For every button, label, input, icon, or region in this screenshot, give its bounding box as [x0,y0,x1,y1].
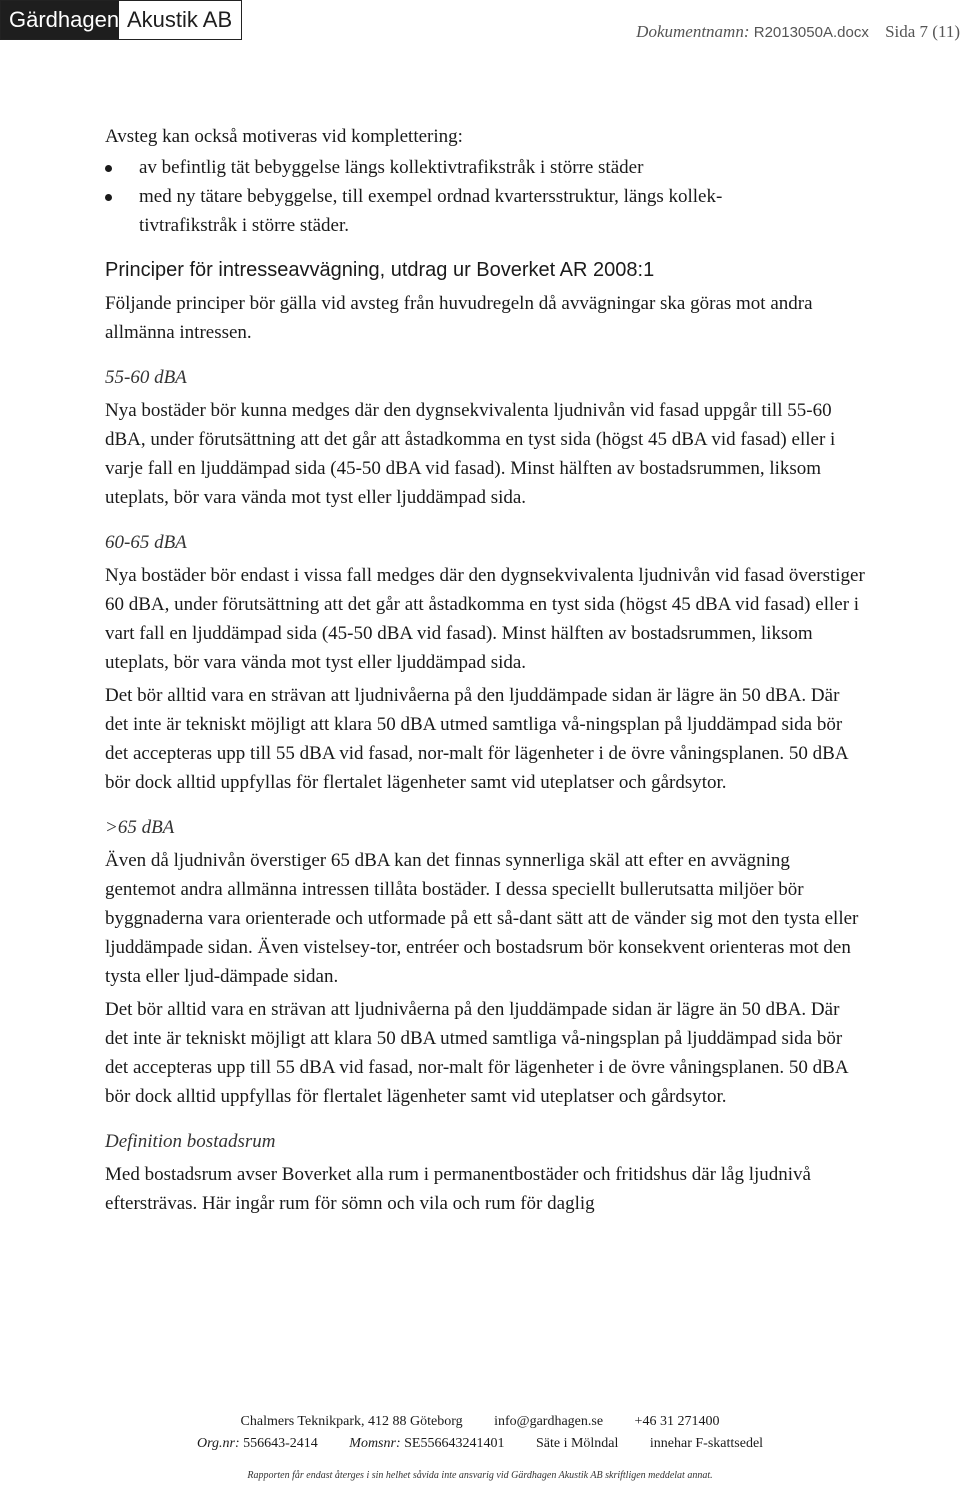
footer-registration [0,1436,960,1452]
sec2-text2: Det bör alltid vara en strävan att ljudnivåerna på den ljuddämpade sidan är lägre än 50 dBA. Där det inte är tekniskt möjligt att klara 50 dBA utmed samtliga vå-ningsplan på ljuddämpad sida bör det accepteras upp till 55 dBA vid fasad, nor-malt för lägenheter i de övre våningsplanen. 50 dBA bör dock alltid uppfyllas för flertalet lägenheter samt vid uteplatser och gårdsytor. [105,685,848,793]
list-item [105,153,865,182]
page-header-info [636,22,960,42]
company-logo [0,0,242,40]
bullet-text: av befintlig tät bebyggelse längs kollektivtrafikstråk i större städer [139,157,644,178]
momsnr-label: Momsnr: [349,1436,401,1451]
logo-part1: Gärdhagen [1,1,119,39]
sec1-text: Nya bostäder bör kunna medges där den dygnsekvivalenta ljudnivån vid fasad uppgår till 55-60 dBA, under förutsättning att det går att åstadkomma en tyst sida (högst 45 dBA vid fasad) eller i varje fall en ljuddämpad sida (45-50 dBA vid fasad). Minst hälften av bostadsrummen, liksom uteplats, bör vara vända mot tyst eller ljuddämpad sida. [105,400,836,508]
bullet-icon [105,165,112,172]
principles-intro: Följande principer bör gälla vid avsteg från huvudregeln då avvägningar ska göras mot andra allmänna intressen. [105,293,813,343]
footer-phone: +46 31 271400 [634,1414,720,1429]
sec3-title: >65 dBA [105,817,175,838]
sec3-text1: Även då ljudnivån överstiger 65 dBA kan det finnas synnerliga skäl att efter en avvägning gentemot andra allmänna intressen tillåta bostäder. I dessa speciellt bullerutsatta miljöer bör byggnaderna vara orienterade och utformade på ett så-dant sätt att de vänder sig mot den tysta eller ljuddämpade sidan. Även vistelsey-tor, entréer och bostadsrum bör konsekvent orienteras mot den tysta eller ljud-dämpade sidan. [105,850,859,987]
sec4-text: Med bostadsrum avser Boverket alla rum i permanentbostäder och fritidshus där låg ljudnivå eftersträvas. Här ingår rum för sömn och vila och rum för daglig [105,1164,811,1214]
list-item [105,182,865,240]
footer-seat: Säte i Mölndal [535,1436,619,1451]
sec4-title: Definition bostadsrum [105,1131,276,1152]
momsnr-value: SE556643241401 [404,1436,505,1451]
docname-label: Dokumentnamn: [636,22,750,41]
sec1-title: 55-60 dBA [105,367,187,388]
bullet-text: med ny tätare bebyggelse, till exempel ordnad kvartersstruktur, längs kollek- [139,186,723,207]
bullet-list [105,153,865,240]
sec2-text1: Nya bostäder bör endast i vissa fall medges där den dygnsekvivalenta ljudnivån vid fasad överstiger 60 dBA, under förutsättning att det går att åstadkomma en tyst sida (högst 45 dBA vid fasad) eller i vart fall en ljuddämpad sida (45-50 dBA vid fasad). Minst hälften av bostadsrummen, liksom uteplats, bör vara vända mot tyst eller ljuddämpad sida. [105,565,865,673]
bullet-text-continued: tivtrafikstråk i större städer. [139,215,349,236]
docname-file: R2013050A.docx [753,24,869,41]
footer-disclaimer: Rapporten får endast återges i sin helhet såvida inte ansvarig vid Gärdhagen Akustik AB skriftligen meddelat annat. [247,1470,713,1481]
footer-email[interactable]: info@gardhagen.se [494,1414,604,1429]
orgnr-label: Org.nr: [196,1436,240,1451]
orgnr-value: 556643-2414 [243,1436,318,1451]
bullet-icon [105,194,112,201]
section-heading: Principer för intresseavvägning, utdrag ur Boverket AR 2008:1 [105,259,655,281]
footer-address: Chalmers Teknikpark, 412 88 Göteborg [240,1414,463,1429]
sec3-text2: Det bör alltid vara en strävan att ljudnivåerna på den ljuddämpade sidan är lägre än 50 dBA. Där det inte är tekniskt möjligt att klara 50 dBA utmed samtliga vå-ningsplan på ljuddämpad sida bör det accepteras upp till 55 dBA vid fasad, nor-malt för lägenheter i de övre våningsplanen. 50 dBA bör dock alltid uppfyllas för flertalet lägenheter samt vid uteplatser och gårdsytor. [105,999,848,1107]
logo-part2: Akustik AB [119,1,241,39]
sec2-title: 60-65 dBA [105,532,187,553]
document-body [105,122,865,1218]
page-number: Sida 7 (11) [885,22,960,41]
footer-tax: innehar F-skattsedel [649,1436,764,1451]
footer-contact [0,1414,960,1430]
intro-text: Avsteg kan också motiveras vid komplettering: [105,126,463,147]
